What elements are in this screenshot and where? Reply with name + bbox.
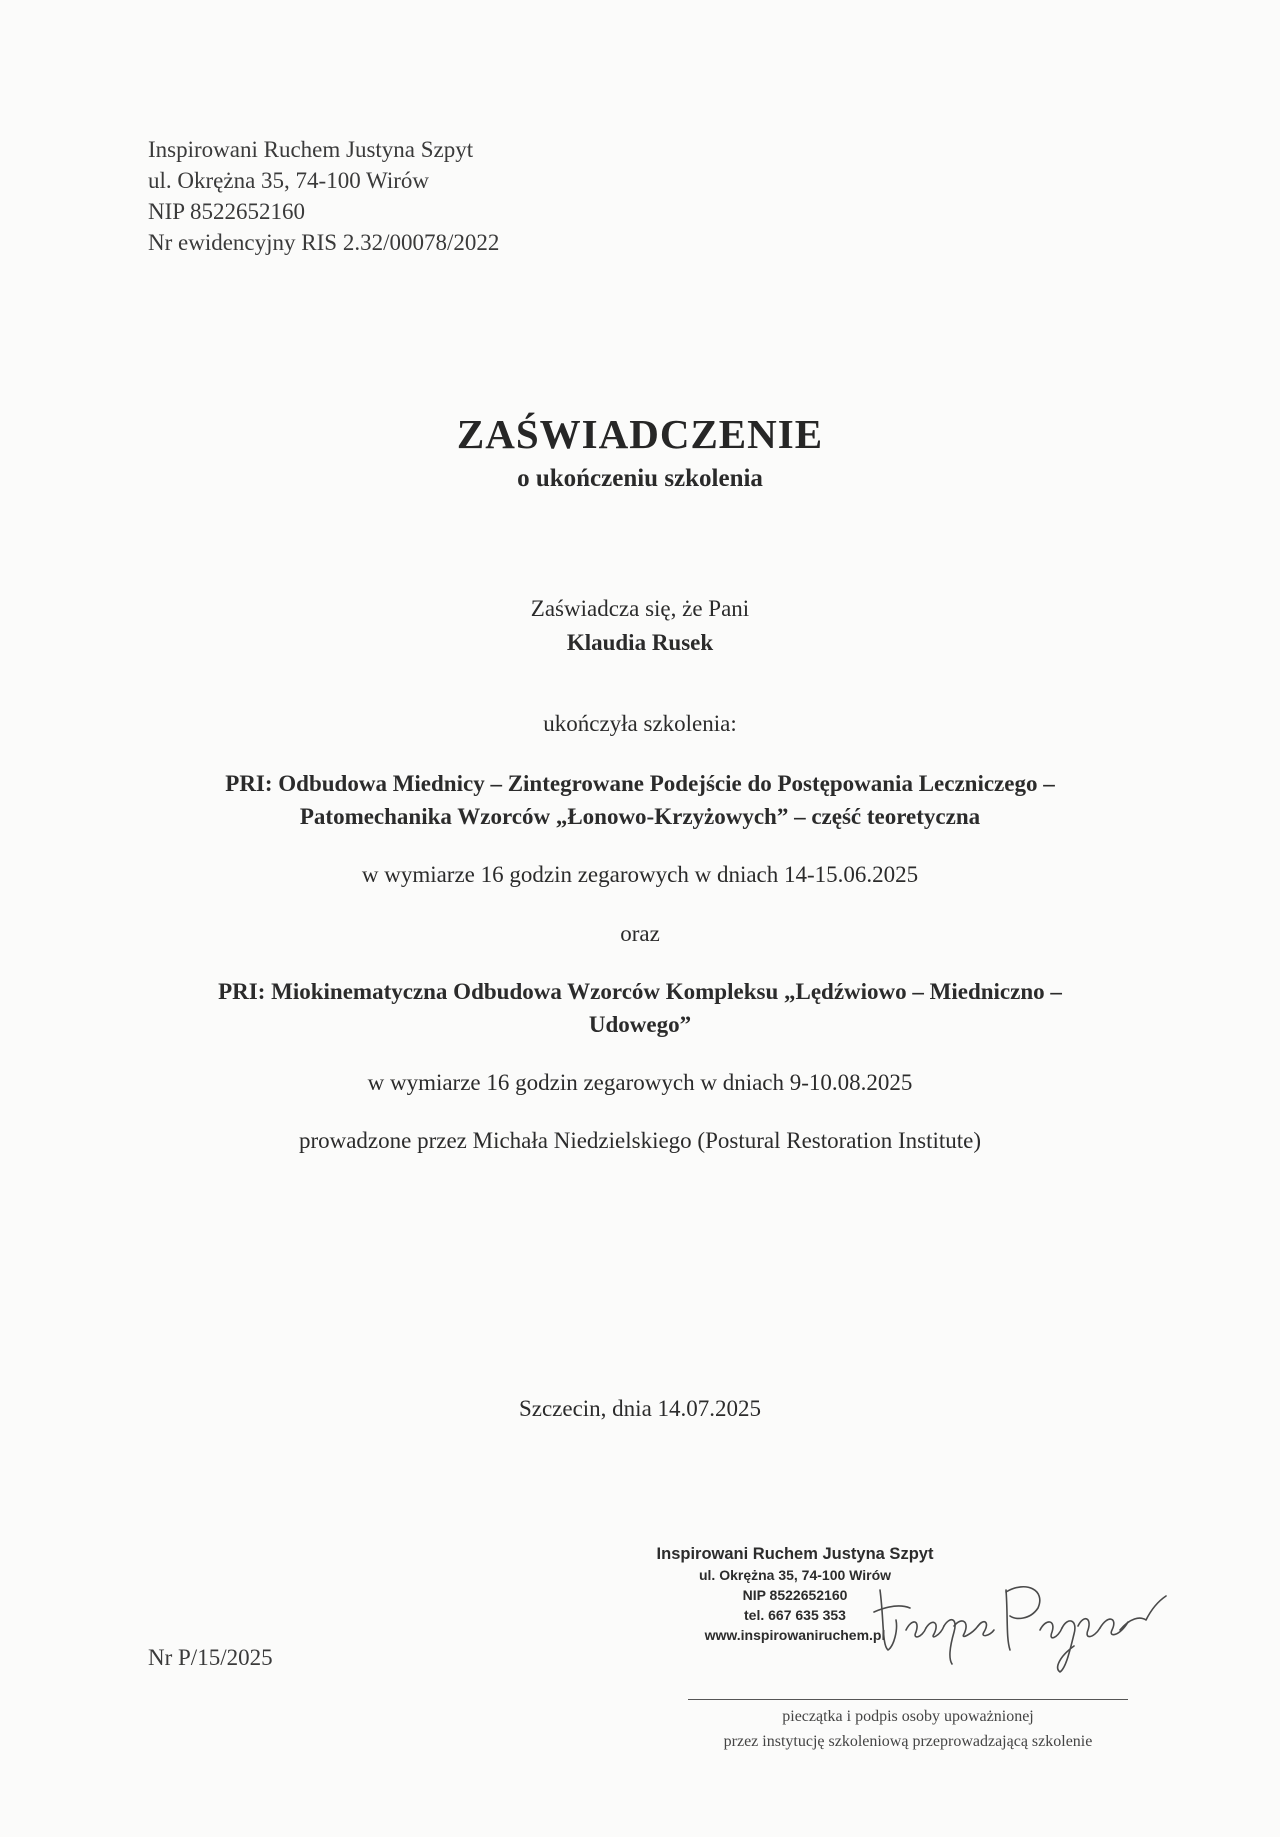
issuer-name: Inspirowani Ruchem Justyna Szpyt: [148, 137, 474, 162]
course-2-title: [140, 975, 1140, 1041]
certificate-number: Nr P/15/2025: [148, 1645, 273, 1670]
signature-caption: [660, 1704, 1156, 1754]
place-and-date: Szczecin, dnia 14.07.2025: [518, 1396, 762, 1421]
course-2-title-line-1: PRI: Miokinematyczna Odbudowa Wzorców Kompleksu „Lędźwiowo – Miedniczno –: [218, 979, 1062, 1004]
stamp-name: Inspirowani Ruchem Justyna Szpyt: [656, 1545, 934, 1563]
course-2-scope: w wymiarze 16 godzin zegarowych w dniach 9-10.08.2025: [367, 1070, 913, 1095]
certification-intro: Zaświadcza się, że Pani: [530, 596, 750, 621]
signature-caption-line-1: pieczątka i podpis osoby upoważnionej: [782, 1708, 1034, 1725]
signature-caption-line-2: przez instytucję szkoleniową przeprowadzającą szkolenie: [723, 1733, 1093, 1750]
stamp-website: www.inspirowaniruchem.pl: [704, 1627, 886, 1643]
course-1-title: [140, 767, 1140, 833]
stamp-address: ul. Okrężna 35, 74-100 Wirów: [698, 1567, 892, 1583]
completed-label: ukończyła szkolenia:: [543, 711, 737, 736]
signature-line: [688, 1699, 1128, 1700]
instructor-line: prowadzone przez Michała Niedzielskiego (Postural Restoration Institute): [298, 1128, 982, 1153]
course-1-title-line-2: Patomechanika Wzorców „Łonowo-Krzyżowych” – część teoretyczna: [299, 804, 981, 829]
course-1-title-line-1: PRI: Odbudowa Miednicy – Zintegrowane Podejście do Postępowania Leczniczego –: [225, 771, 1055, 796]
course-2-title-line-2: Udowego”: [588, 1012, 692, 1037]
handwritten-signature: [870, 1560, 1170, 1680]
stamp-nip: NIP 8522652160: [742, 1587, 848, 1603]
issuer-block: [148, 134, 499, 258]
participant-name: Klaudia Rusek: [566, 630, 714, 655]
document-title: ZAŚWIADCZENIE: [456, 411, 824, 457]
document-subtitle: o ukończeniu szkolenia: [517, 465, 763, 492]
issuer-registry: Nr ewidencyjny RIS 2.32/00078/2022: [148, 230, 500, 255]
issuer-address: ul. Okrężna 35, 74-100 Wirów: [148, 168, 429, 193]
issuer-nip: NIP 8522652160: [148, 199, 305, 224]
course-1-scope: w wymiarze 16 godzin zegarowych w dniach 14-15.06.2025: [361, 862, 919, 887]
conjunction: oraz: [620, 921, 660, 946]
stamp-phone: tel. 667 635 353: [744, 1607, 846, 1623]
